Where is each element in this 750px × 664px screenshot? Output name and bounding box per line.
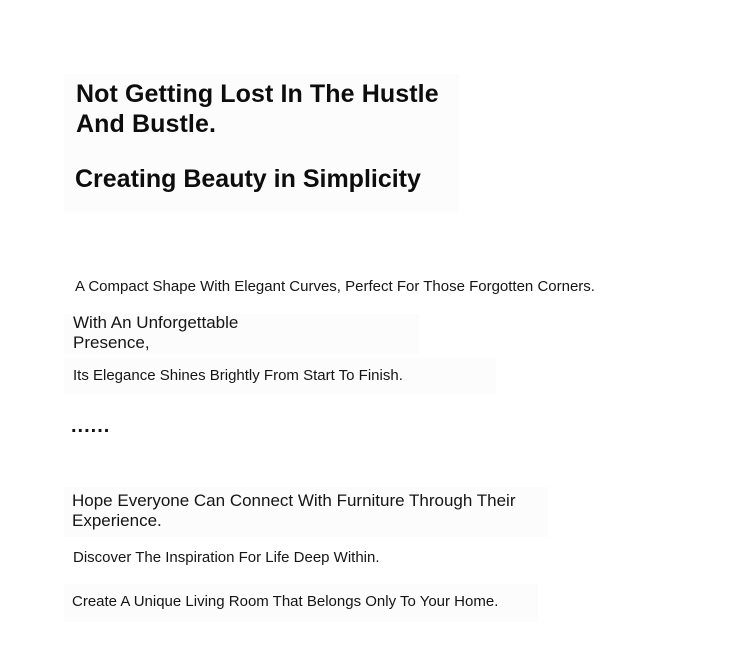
ellipsis-divider: ......: [71, 415, 111, 437]
closing-line-1: Discover The Inspiration For Life Deep Within.: [73, 549, 380, 566]
feature-detail: Its Elegance Shines Brightly From Start To Finish.: [73, 367, 403, 384]
feature-title-line-1: With An Unforgettable: [73, 313, 239, 332]
hero-headline-line-2: And Bustle.: [76, 110, 216, 138]
hero-subheadline: Creating Beauty in Simplicity: [75, 165, 421, 193]
closing-title-line-2: Experience.: [72, 511, 162, 530]
feature-intro: A Compact Shape With Elegant Curves, Perfect For Those Forgotten Corners.: [75, 278, 595, 295]
closing-title-line-1: Hope Everyone Can Connect With Furniture Through Their: [72, 491, 516, 510]
feature-title-line-2: Presence,: [73, 333, 150, 352]
closing-line-2: Create A Unique Living Room That Belongs Only To Your Home.: [72, 593, 499, 610]
hero-headline-line-1: Not Getting Lost In The Hustle: [76, 80, 439, 108]
